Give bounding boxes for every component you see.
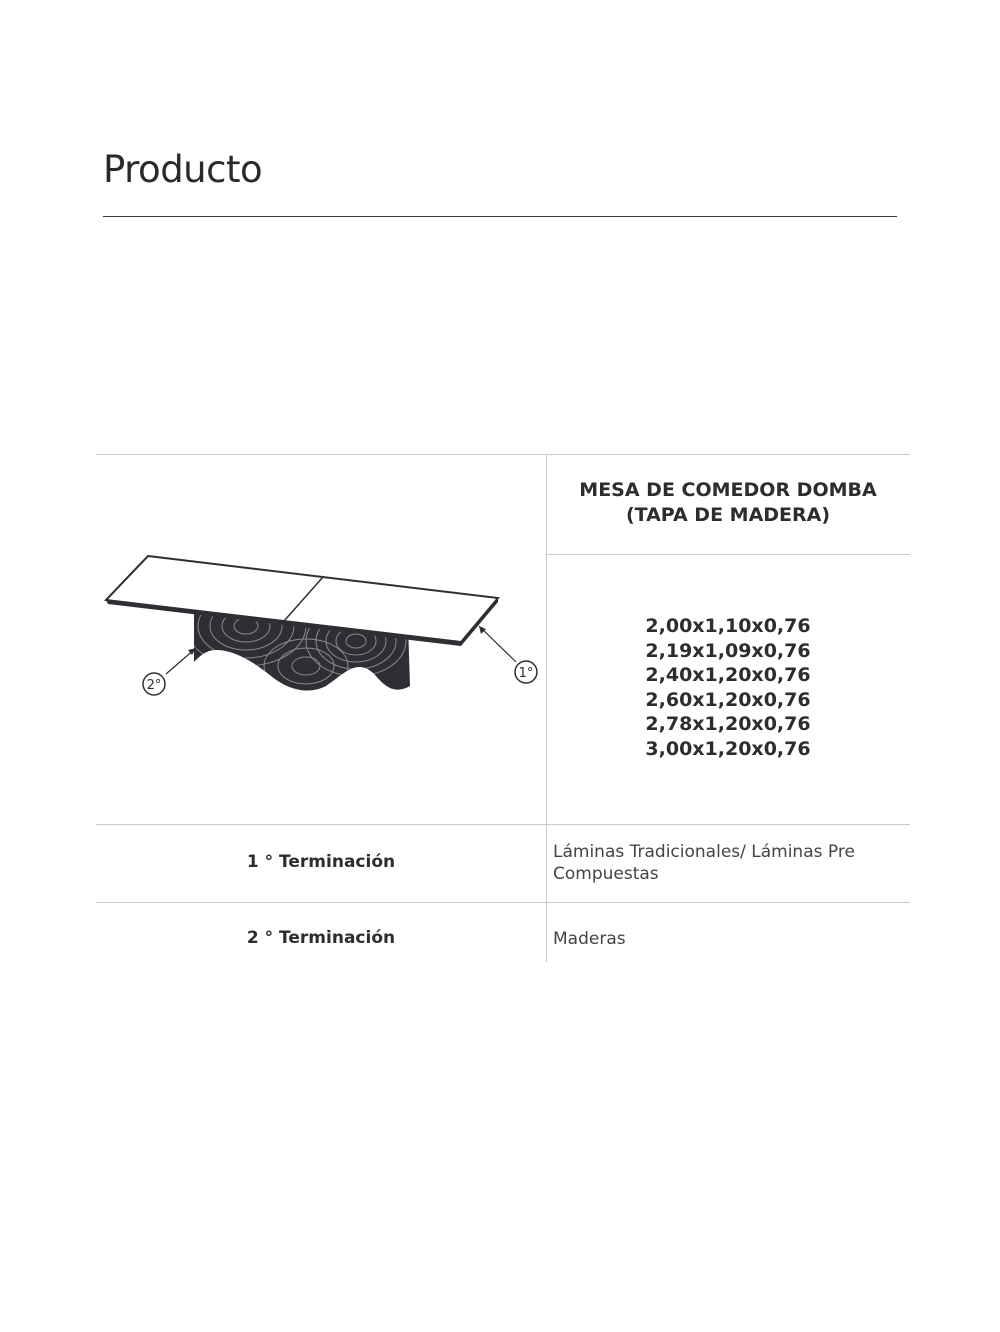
table-top-rule xyxy=(96,454,910,455)
finish-row-rule-1 xyxy=(96,824,910,825)
size-item: 2,40x1,20x0,76 xyxy=(645,664,811,687)
product-name xyxy=(546,478,910,528)
finish-2-value: Maderas xyxy=(553,929,626,949)
spec-table xyxy=(96,454,910,962)
callout-1 xyxy=(479,626,537,683)
product-name-line-2: (TAPA DE MADERA) xyxy=(625,504,831,526)
title-divider xyxy=(103,216,897,217)
size-item: 2,78x1,20x0,76 xyxy=(645,713,811,736)
size-list xyxy=(546,614,910,762)
finish-1-value: Láminas Tradicionales/ Láminas Pre Compuestas xyxy=(553,842,855,884)
callout-2 xyxy=(143,648,196,695)
product-name-line-1: MESA DE COMEDOR DOMBA xyxy=(579,479,877,501)
finish-1-label: 1 ° Terminación xyxy=(246,852,396,872)
size-item: 2,60x1,20x0,76 xyxy=(645,688,811,711)
name-row-rule xyxy=(546,554,910,555)
size-item: 2,19x1,09x0,76 xyxy=(645,639,811,662)
finish-2-label: 2 ° Terminación xyxy=(246,928,396,948)
size-item: 2,00x1,10x0,76 xyxy=(645,615,811,637)
callout-2-label: 2° xyxy=(146,678,162,693)
size-item: 3,00x1,20x0,76 xyxy=(645,737,811,760)
page-title: Producto xyxy=(103,148,263,191)
table-drawing-icon xyxy=(96,546,546,716)
callout-1-label: 1° xyxy=(518,666,534,681)
finish-row-rule-2 xyxy=(96,902,910,903)
